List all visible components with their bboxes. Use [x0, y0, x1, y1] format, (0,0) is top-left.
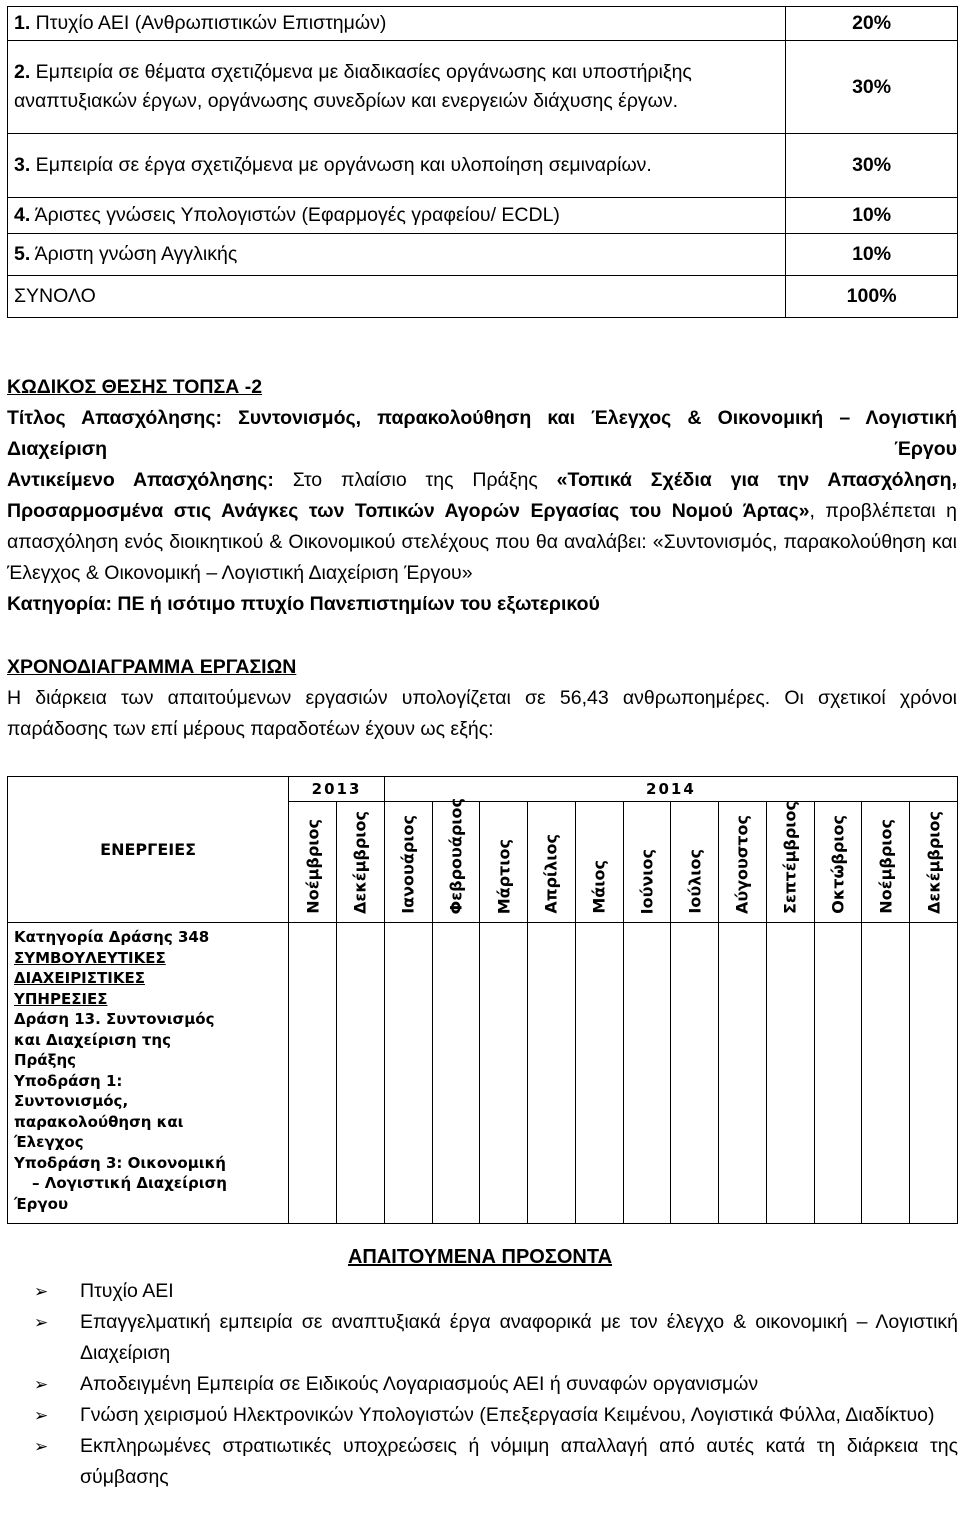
month-header: Απρίλιος	[528, 802, 576, 923]
activities-header: ΕΝΕΡΓΕΙΕΣ	[8, 777, 289, 923]
qualifications-list	[34, 1276, 958, 1493]
month-header: Ιούνιος	[623, 802, 671, 923]
schedule-heading: ΧΡΟΝΟΔΙΑΓΡΑΜΜΑ ΕΡΓΑΣΙΩΝ	[7, 656, 297, 678]
arrow-bullet-icon: ➢	[34, 1437, 49, 1456]
criteria-text: 4. Άριστες γνώσεις Υπολογιστών (Εφαρμογές γραφείου/ ECDL)	[8, 198, 786, 234]
criteria-text: 1. Πτυχίο ΑΕΙ (Ανθρωπιστικών Επιστημών)	[8, 7, 786, 41]
criteria-total-row	[8, 276, 958, 318]
criteria-weight: 20%	[786, 7, 958, 41]
position-object-label: Αντικείμενο Απασχόλησης:	[7, 469, 274, 491]
schedule-cell	[480, 923, 528, 1224]
qualifications-title: ΑΠΑΙΤΟΥΜΕΝΑ ΠΡΟΣΟΝΤΑ	[347, 1246, 613, 1268]
schedule-cell	[432, 923, 480, 1224]
position-section	[7, 372, 957, 620]
month-header: Οκτώβριος	[814, 802, 862, 923]
schedule-table	[7, 776, 958, 1224]
schedule-cell	[575, 923, 623, 1224]
arrow-bullet-icon: ➢	[34, 1282, 49, 1301]
position-object: Αντικείμενο Απασχόλησης: Στο πλαίσιο της Πράξης «Τοπικά Σχέδια για την Απασχόληση, Προσαρμοσμένα στις Ανάγκες των Τοπικών Αγορών Εργασίας του Νομού Άρτας», προβλέπεται η απασχόληση ενός διοικητικού & Οικονομικού στελέχους που θα αναλάβει: «Συντονισμός, παρακολούθηση και Έλεγχος & Οικονομική – Λογιστική Διαχείριση Έργου»	[7, 469, 957, 584]
schedule-section	[7, 652, 957, 745]
criteria-row	[8, 234, 958, 276]
total-label: ΣΥΝΟΛΟ	[8, 276, 786, 318]
position-title	[7, 403, 957, 465]
criteria-weight: 30%	[786, 41, 958, 134]
criteria-weight: 10%	[786, 198, 958, 234]
schedule-cell	[289, 923, 337, 1224]
arrow-bullet-icon: ➢	[34, 1313, 49, 1332]
criteria-row	[8, 7, 958, 41]
action-description: Κατηγορία Δράσης 348 ΣΥΜΒΟΥΛΕΥΤΙΚΕΣ ΔΙΑΧΕΙΡΙΣΤΙΚΕΣ ΥΠΗΡΕΣΙΕΣ Δράση 13. Συντονισμός και Διαχείριση της Πράξης Υποδράση 1: Συντονισμός, παρακολούθηση και Έλεγχος Υποδράση 3: Οικονομική – Λογιστική Διαχείριση Έργου	[8, 923, 289, 1224]
position-category: Κατηγορία: ΠΕ ή ισότιμο πτυχίο Πανεπιστημίων του εξωτερικού	[7, 593, 600, 615]
month-header: Νοέμβριος	[862, 802, 910, 923]
qualification-item: ➢ Εκπληρωμένες στρατιωτικές υποχρεώσεις ή νόμιμη απαλλαγή από αυτές κατά τη διάρκεια της σύμβασης	[34, 1431, 958, 1493]
month-header: Δεκέμβριος	[910, 802, 958, 923]
schedule-cell	[910, 923, 958, 1224]
criteria-text: 3. Εμπειρία σε έργα σχετιζόμενα με οργάνωση και υλοποίηση σεμιναρίων.	[8, 134, 786, 198]
position-title-label: Τίτλος Απασχόλησης:	[7, 407, 222, 429]
year-2014: 2014	[384, 777, 957, 802]
schedule-cell	[337, 923, 385, 1224]
schedule-cell	[623, 923, 671, 1224]
month-header: Φεβρουάριος	[432, 802, 480, 923]
position-action-name: «Τοπικά Σχέδια για την Απασχόληση, Προσαρμοσμένα στις Ανάγκες των Τοπικών Αγορών Εργασίας του Νομού Άρτας»	[7, 469, 957, 522]
schedule-cell	[814, 923, 862, 1224]
schedule-cell	[671, 923, 719, 1224]
position-title-value: Συντονισμός, παρακολούθηση και Έλεγχος & Οικονομική – Λογιστική Διαχείριση Έργου	[7, 407, 957, 460]
criteria-table	[7, 6, 958, 318]
criteria-text: 5. Άριστη γνώση Αγγλικής	[8, 234, 786, 276]
total-weight: 100%	[786, 276, 958, 318]
month-header: Μάρτιος	[480, 802, 528, 923]
month-header: Μάιος	[575, 802, 623, 923]
qualification-item: ➢ Επαγγελματική εμπειρία σε αναπτυξιακά έργα αναφορικά με τον έλεγχο & οικονομική – Λογιστική Διαχείριση	[34, 1307, 958, 1369]
month-header: Δεκέμβριος	[337, 802, 385, 923]
criteria-row	[8, 198, 958, 234]
arrow-bullet-icon: ➢	[34, 1375, 49, 1394]
schedule-cell	[719, 923, 767, 1224]
qualification-item: ➢ Γνώση χειρισμού Ηλεκτρονικών Υπολογιστών (Επεξεργασία Κειμένου, Λογιστικά Φύλλα, Διαδίκτυο)	[34, 1400, 958, 1431]
schedule-text: Η διάρκεια των απαιτούμενων εργασιών υπολογίζεται σε 56,43 ανθρωποημέρες. Οι σχετικοί χρόνοι παράδοσης των επί μέρους παραδοτέων έχουν ως εξής:	[7, 687, 957, 740]
qualification-item: ➢ Πτυχίο ΑΕΙ	[34, 1276, 958, 1307]
month-header: Ιανουάριος	[384, 802, 432, 923]
month-header: Ιούλιος	[671, 802, 719, 923]
schedule-cell	[384, 923, 432, 1224]
schedule-cell	[766, 923, 814, 1224]
schedule-cell	[862, 923, 910, 1224]
month-header: Νοέμβριος	[289, 802, 337, 923]
month-header: Σεπτέμβριος	[766, 802, 814, 923]
schedule-cell	[528, 923, 576, 1224]
criteria-row	[8, 41, 958, 134]
criteria-text: 2. Εμπειρία σε θέματα σχετιζόμενα με διαδικασίες οργάνωσης και υποστήριξης αναπτυξιακών έργων, οργάνωσης συνεδρίων και ενεργειών διάχυσης έργων.	[8, 41, 786, 134]
month-header: Αύγουστος	[719, 802, 767, 923]
year-row	[8, 777, 958, 802]
action-row	[8, 923, 958, 1224]
criteria-weight: 30%	[786, 134, 958, 198]
criteria-weight: 10%	[786, 234, 958, 276]
qualification-item: ➢ Αποδειγμένη Εμπειρία σε Ειδικούς Λογαριασμούς ΑΕΙ ή συναφών οργανισμών	[34, 1369, 958, 1400]
year-2013: 2013	[289, 777, 385, 802]
arrow-bullet-icon: ➢	[34, 1406, 49, 1425]
criteria-row	[8, 134, 958, 198]
position-code: ΚΩΔΙΚΟΣ ΘΕΣΗΣ ΤΟΠΣΑ -2	[7, 376, 263, 398]
